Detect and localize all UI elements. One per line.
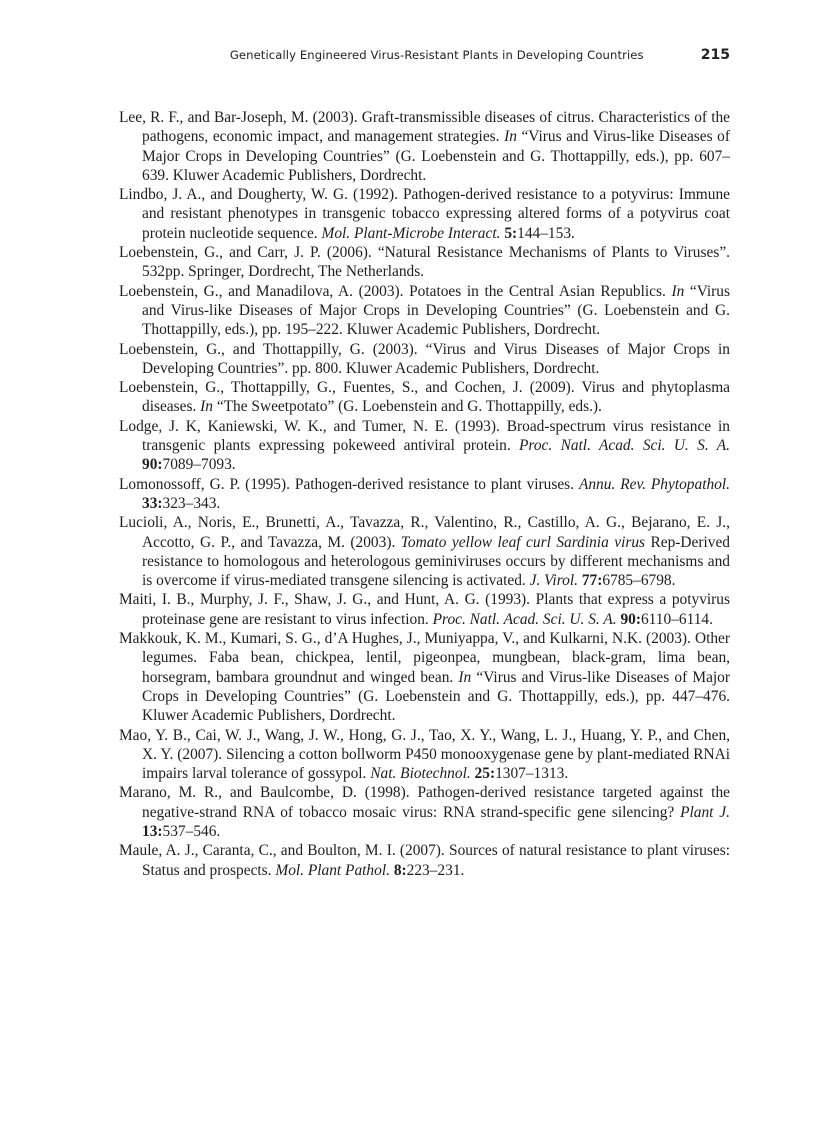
reference-entry	[119, 243, 730, 282]
reference-entry	[119, 378, 730, 417]
reference-entry	[119, 340, 730, 379]
reference-italic-text: J. Virol.	[529, 572, 578, 590]
reference-italic-text: In	[671, 282, 685, 300]
reference-entry	[119, 282, 730, 340]
reference-text: Maule, A. J., Caranta, C., and Boulton, M. I. (2007). Sources of natural resistance to plant viruses: Status and prospects.	[119, 842, 730, 879]
reference-entry	[119, 185, 730, 243]
reference-italic-text: Mol. Plant-Microbe Interact.	[321, 224, 501, 242]
reference-text: Maiti, I. B., Murphy, J. F., Shaw, J. G., and Hunt, A. G. (1993). Plants that express a potyvirus proteinase gene are resistant to virus infection.	[119, 591, 730, 628]
reference-text: Rep-Derived resistance to homologous and heterologous geminiviruses occurs by different mechanisms and is overcome if virus-mediated transgene silencing is activated.	[142, 533, 730, 590]
reference-text: 323–343.	[162, 494, 221, 512]
reference-text: 1307–1313.	[495, 765, 569, 783]
reference-entry	[119, 726, 730, 784]
reference-text: “Virus and Virus-like Diseases of Major Crops in Developing Countries” (G. Loebenstein and G. Thottappilly, eds.), pp. 447–476. Kluwer Academic Publishers, Dordrecht.	[142, 668, 730, 725]
reference-italic-text: Annu. Rev. Phytopathol.	[578, 475, 730, 493]
reference-text: 6110–6114.	[640, 610, 713, 628]
reference-text: 6785–6798.	[602, 572, 676, 590]
running-header	[0, 44, 730, 63]
reference-text: “Virus and Virus-like Diseases of Major Crops in Developing Countries” (G. Loebenstein and G. Thottappilly, eds.), pp. 607–639. Kluwer Academic Publishers, Dordrecht.	[142, 128, 730, 184]
reference-volume: 8:	[393, 861, 407, 879]
reference-volume: 5:	[504, 224, 518, 242]
reference-volume: 90:	[620, 610, 641, 628]
reference-volume: 90:	[142, 456, 163, 474]
reference-italic-text: Tomato yellow leaf curl Sardinia virus	[400, 533, 646, 551]
reference-volume: 25:	[474, 765, 496, 783]
reference-text: Loebenstein, G., and Carr, J. P. (2006). “Natural Resistance Mechanisms of Plants to Viruses”. 532pp. Springer, Dordrecht, The Netherlands.	[119, 244, 730, 281]
running-title: Genetically Engineered Virus-Resistant Plants in Developing Countries	[229, 48, 644, 62]
reference-volume: 33:	[142, 494, 163, 512]
reference-text: 537–546.	[162, 822, 221, 840]
reference-text: Loebenstein, G., and Thottappilly, G. (2003). “Virus and Virus Diseases of Major Crops in Developing Countries”. pp. 800. Kluwer Academic Publishers, Dordrecht.	[119, 340, 730, 377]
reference-italic-text: Nat. Biotechnol.	[370, 765, 471, 783]
reference-text: Loebenstein, G., and Manadilova, A. (2003). Potatoes in the Central Asian Republics.	[119, 282, 672, 300]
reference-text: Lindbo, J. A., and Dougherty, W. G. (1992). Pathogen-derived resistance to a potyvirus: Immune and resistant phenotypes in transgenic tobacco expressing altered forms of a potyvirus coat protein nucleotide sequence.	[119, 186, 730, 242]
reference-entry	[119, 475, 730, 514]
reference-italic-text: Proc. Natl. Acad. Sci. U. S. A.	[519, 437, 730, 455]
reference-text: Mao, Y. B., Cai, W. J., Wang, J. W., Hong, G. J., Tao, X. Y., Wang, L. J., Huang, Y. P., and Chen, X. Y. (2007). Silencing a cotton bollworm P450 monooxygenase gene by plant-mediated RNAi impairs larval tolerance of gossypol.	[119, 726, 730, 783]
reference-italic-text: Proc. Natl. Acad. Sci. U. S. A.	[432, 610, 617, 628]
reference-entry	[119, 590, 730, 629]
reference-volume: 77:	[581, 572, 603, 590]
reference-entry	[119, 108, 730, 185]
reference-entry	[119, 417, 730, 475]
reference-italic-text: In	[504, 128, 517, 146]
reference-italic-text: Mol. Plant Pathol.	[275, 861, 390, 879]
reference-list	[119, 108, 730, 880]
reference-entry	[119, 783, 730, 841]
reference-volume: 13:	[142, 822, 163, 840]
reference-text: 7089–7093.	[162, 456, 236, 474]
reference-text: Lee, R. F., and Bar-Joseph, M. (2003). Graft-transmissible diseases of citrus. Characteristics of the pathogens, economic impact, and management strategies.	[119, 109, 730, 146]
page-number: 215	[700, 47, 730, 63]
reference-text: Marano, M. R., and Baulcombe, D. (1998). Pathogen-derived resistance targeted against the negative-strand RNA of tobacco mosaic virus: RNA strand-specific gene silencing?	[119, 784, 730, 821]
reference-text: Lodge, J. K, Kaniewski, W. K., and Tumer, N. E. (1993). Broad-spectrum virus resistance in transgenic plants expressing pokeweed antiviral protein.	[119, 417, 730, 455]
reference-text: Lomonossoff, G. P. (1995). Pathogen-derived resistance to plant viruses.	[119, 475, 579, 493]
reference-entry	[119, 513, 730, 590]
reference-text: Lucioli, A., Noris, E., Brunetti, A., Tavazza, R., Valentino, R., Castillo, A. G., Bejarano, E. J., Accotto, G. P., and Tavazza, M. (2003).	[119, 514, 730, 551]
reference-italic-text: In	[458, 668, 472, 686]
reference-entry	[119, 841, 730, 880]
reference-text: 144–153.	[517, 224, 575, 242]
reference-text: Makkouk, K. M., Kumari, S. G., d’A Hughes, J., Muniyappa, V., and Kulkarni, N.K. (2003). Other legumes. Faba bean, chickpea, lentil, pigeonpea, mungbean, black-gram, lima bean, horsegram, bambara groundnut and winged bean.	[119, 630, 730, 686]
reference-text: Loebenstein, G., Thottappilly, G., Fuentes, S., and Cochen, J. (2009). Virus and phytoplasma diseases.	[119, 379, 730, 416]
reference-text: “The Sweetpotato” (G. Loebenstein and G. Thottappilly, eds.).	[212, 398, 602, 416]
reference-text: 223–231.	[406, 861, 465, 879]
reference-italic-text: Plant J.	[680, 803, 730, 821]
reference-entry	[119, 629, 730, 725]
reference-text: “Virus and Virus-like Diseases of Major Crops in Developing Countries” (G. Loebenstein and G. Thottappilly, eds.), pp. 195–222. Kluwer Academic Publishers, Dordrecht.	[142, 282, 730, 339]
reference-italic-text: In	[200, 398, 213, 416]
